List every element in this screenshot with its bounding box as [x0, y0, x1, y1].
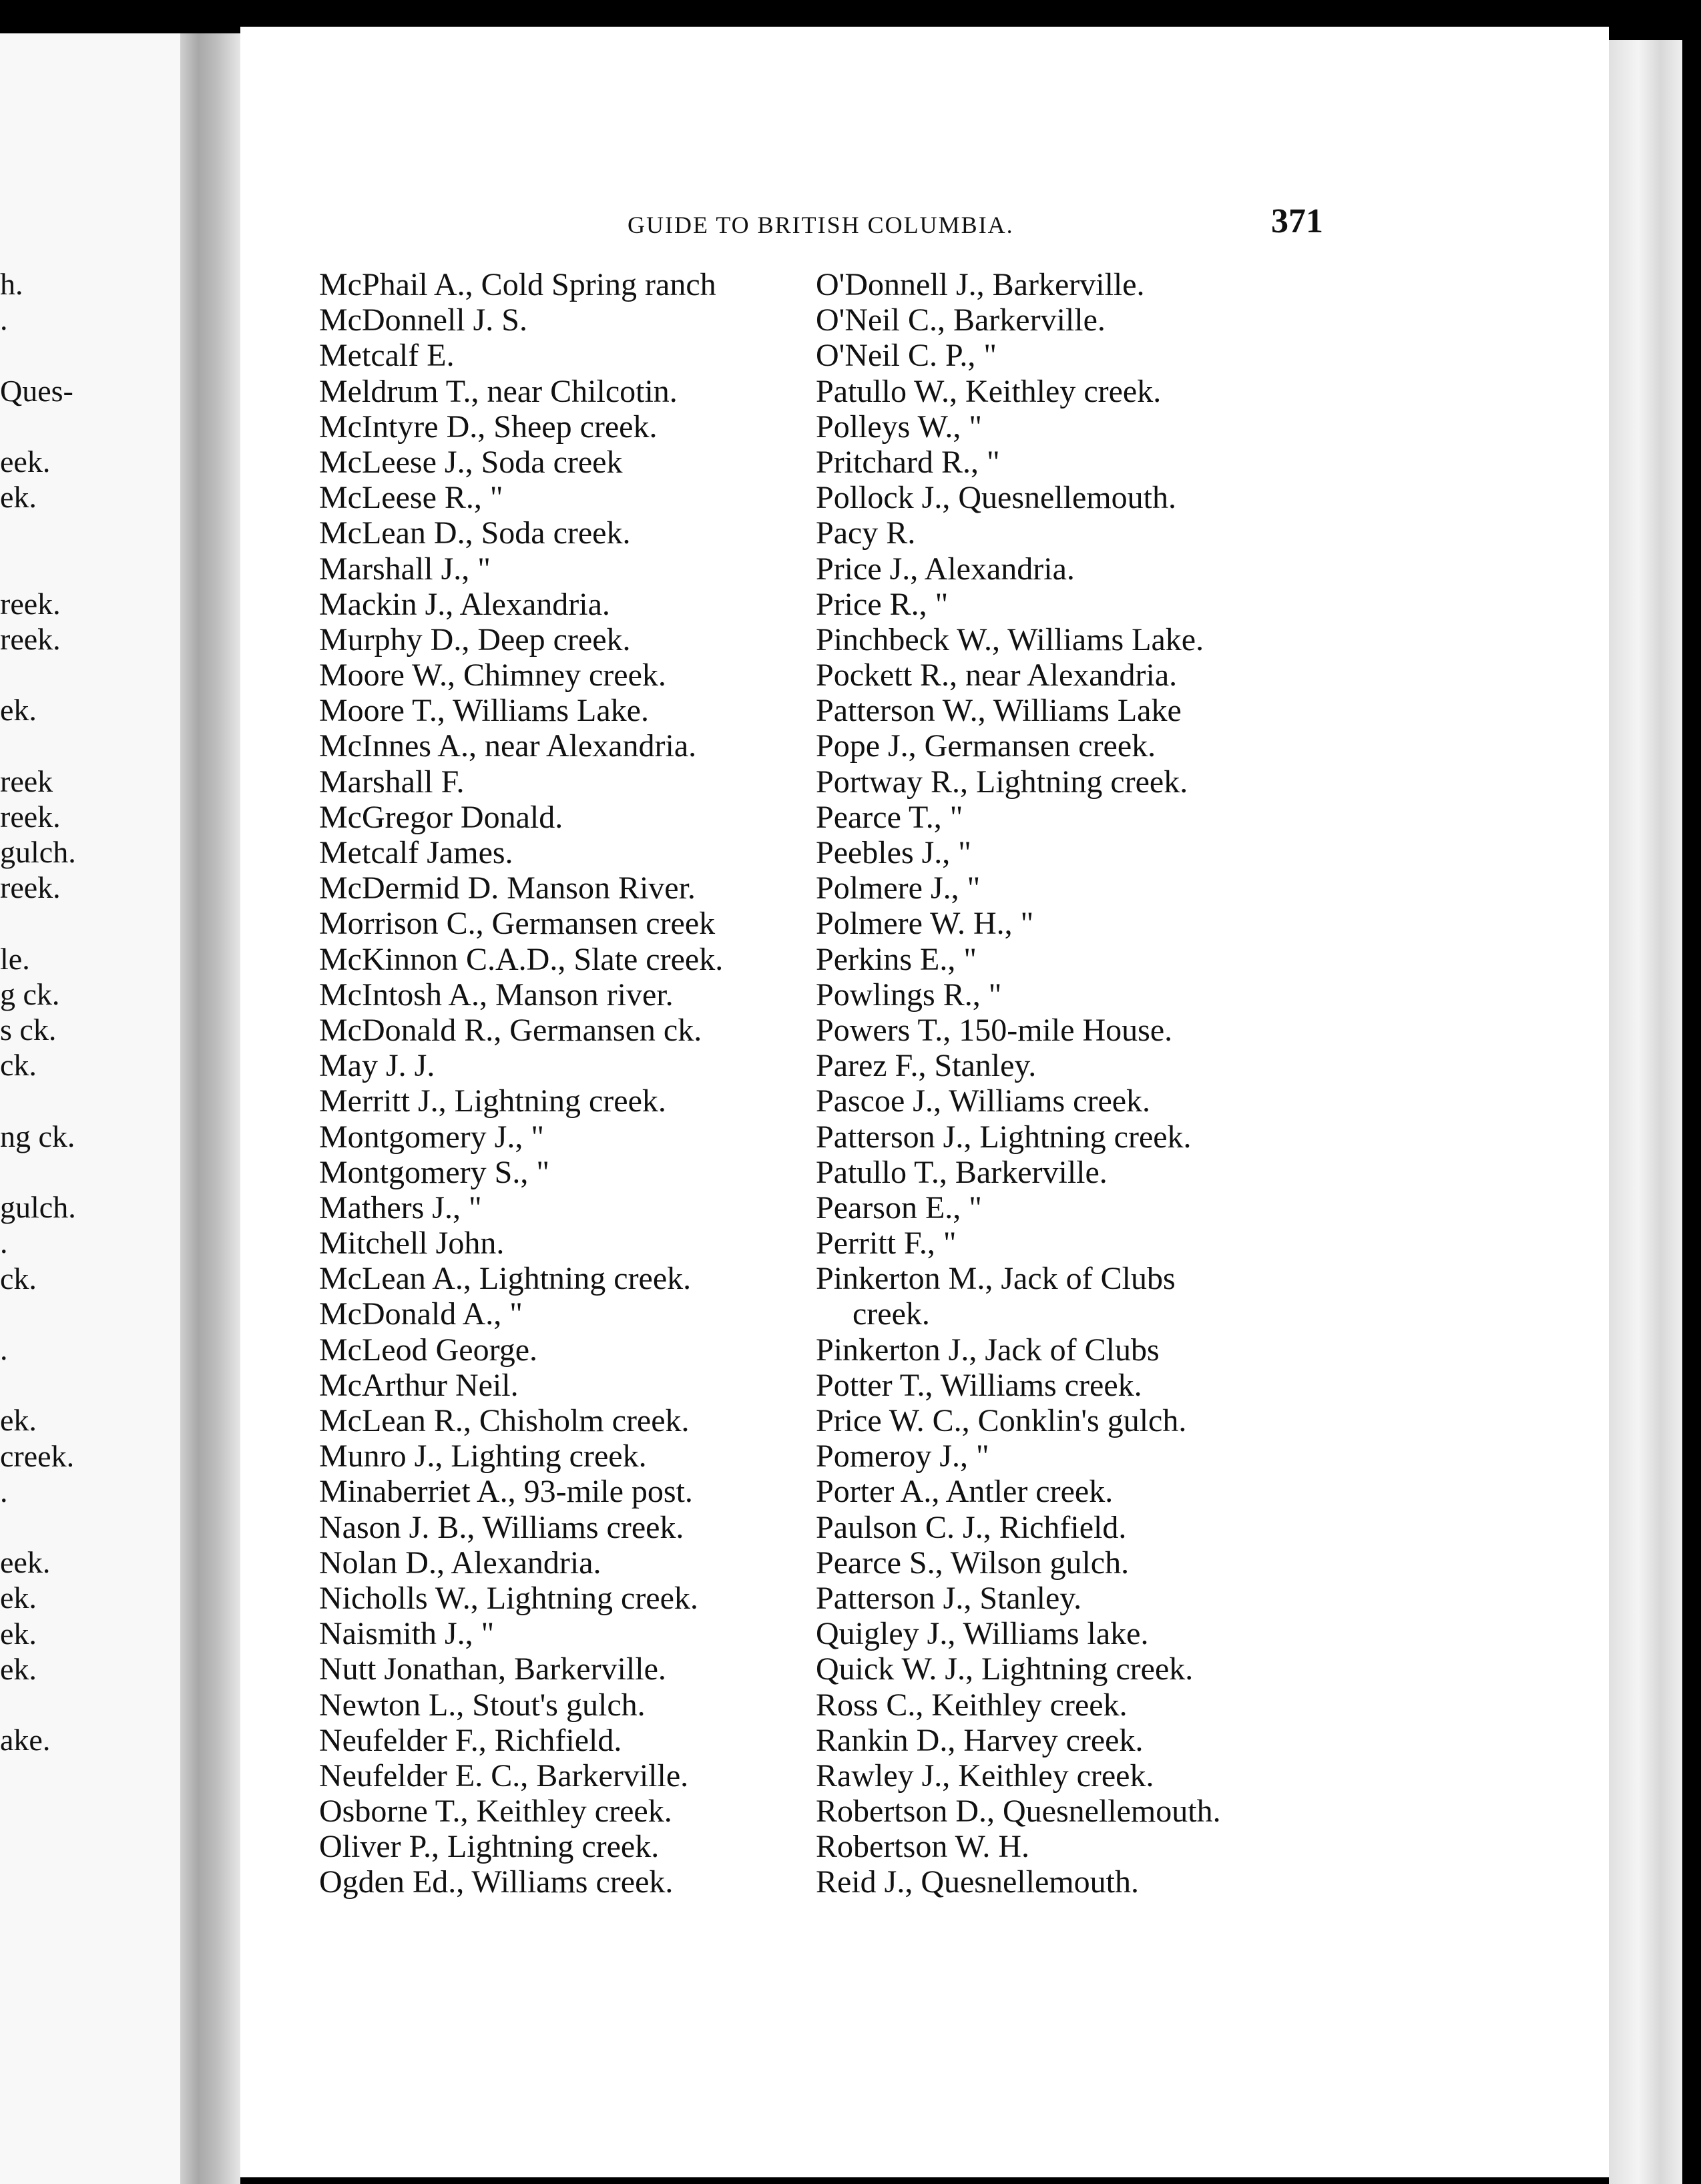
- directory-entry: Powlings R., ": [816, 977, 1002, 1013]
- directory-entry: Nolan D., Alexandria.: [319, 1545, 601, 1581]
- directory-entry: Munro J., Lighting creek.: [319, 1438, 647, 1474]
- left-page-fragment: creek.: [0, 1438, 75, 1473]
- left-page-fragment: reek.: [0, 586, 61, 621]
- directory-entry: McInnes A., near Alexandria.: [319, 728, 697, 764]
- directory-entry: McPhail A., Cold Spring ranch: [319, 267, 716, 302]
- directory-entry: Merritt J., Lightning creek.: [319, 1083, 666, 1119]
- directory-entry: Nason J. B., Williams creek.: [319, 1509, 684, 1545]
- directory-entry: Pollock J., Quesnellemouth.: [816, 480, 1176, 516]
- directory-column-left: [319, 267, 826, 1900]
- directory-entry: Mathers J., ": [319, 1189, 482, 1225]
- directory-entry: McDermid D. Manson River.: [319, 870, 696, 906]
- directory-entry: Pinkerton M., Jack of Clubs: [816, 1261, 1176, 1297]
- directory-entry: Marshall F.: [319, 764, 465, 800]
- directory-entry: McLean D., Soda creek.: [319, 515, 631, 551]
- directory-entry: Pascoe J., Williams creek.: [816, 1083, 1151, 1119]
- directory-entry: Moore W., Chimney creek.: [319, 657, 666, 694]
- directory-entry: Parez F., Stanley.: [816, 1048, 1037, 1084]
- left-page-fragment: .: [0, 302, 8, 337]
- directory-entry: Ogden Ed., Williams creek.: [319, 1864, 674, 1900]
- left-page-fragment: h.: [0, 267, 23, 301]
- left-page-fragment: ek.: [0, 1403, 37, 1438]
- directory-entry: O'Donnell J., Barkerville.: [816, 267, 1145, 302]
- directory-entry: Quick W. J., Lightning creek.: [816, 1651, 1194, 1687]
- left-page-fragment: le.: [0, 941, 30, 976]
- directory-entry: McIntosh A., Manson river.: [319, 977, 674, 1013]
- directory-entry: Peebles J., ": [816, 835, 971, 870]
- directory-entry: Nicholls W., Lightning creek.: [319, 1580, 698, 1616]
- directory-entry: Moore T., Williams Lake.: [319, 693, 649, 729]
- directory-entry: McLean R., Chisholm creek.: [319, 1403, 690, 1438]
- directory-entry: Pritchard R., ": [816, 444, 1000, 480]
- left-page-fragment: ek.: [0, 693, 37, 728]
- left-page-fragment: reek.: [0, 870, 61, 905]
- left-page-fragment: ng ck.: [0, 1119, 75, 1153]
- directory-entry: Robertson D., Quesnellemouth.: [816, 1794, 1221, 1830]
- left-page-fragment: ek.: [0, 480, 37, 515]
- directory-entry: Pinchbeck W., Williams Lake.: [816, 621, 1204, 657]
- directory-entry: Reid J., Quesnellemouth.: [816, 1864, 1139, 1900]
- directory-entry: Porter A., Antler creek.: [816, 1474, 1114, 1510]
- directory-entry: Perkins E., ": [816, 941, 977, 977]
- left-page-fragment: reek.: [0, 800, 61, 834]
- left-page-fragment: ek.: [0, 1581, 37, 1615]
- directory-entry: Osborne T., Keithley creek.: [319, 1794, 672, 1830]
- directory-entry: McGregor Donald.: [319, 799, 563, 835]
- directory-entry: Patterson J., Stanley.: [816, 1580, 1082, 1616]
- directory-entry: Pope J., Germansen creek.: [816, 728, 1156, 764]
- directory-entry: McLeese J., Soda creek: [319, 444, 623, 480]
- directory-entry: Pearce S., Wilson gulch.: [816, 1545, 1130, 1581]
- directory-entry: Price W. C., Conklin's gulch.: [816, 1403, 1187, 1438]
- left-page-fragment: eek.: [0, 445, 51, 479]
- directory-entry: Paulson C. J., Richfield.: [816, 1509, 1127, 1545]
- directory-entry: Oliver P., Lightning creek.: [319, 1829, 660, 1865]
- directory-entry: Ross C., Keithley creek.: [816, 1687, 1128, 1723]
- book-gutter: [180, 33, 240, 2184]
- directory-entry: Pacy R.: [816, 515, 916, 551]
- left-page-fragment: ek.: [0, 1651, 37, 1686]
- directory-entry: Minaberriet A., 93-mile post.: [319, 1474, 693, 1510]
- directory-entry: Patterson W., Williams Lake: [816, 693, 1182, 729]
- directory-entry: McLeese R., ": [319, 480, 503, 516]
- directory-entry: Naismith J., ": [319, 1616, 495, 1652]
- directory-entry: McDonald R., Germansen ck.: [319, 1012, 702, 1048]
- directory-entry: Patullo T., Barkerville.: [816, 1154, 1108, 1190]
- left-page-fragment: g ck.: [0, 977, 60, 1011]
- left-page-fragment: gulch.: [0, 835, 76, 870]
- directory-entry: Mackin J., Alexandria.: [319, 586, 610, 622]
- directory-entry: McArthur Neil.: [319, 1367, 519, 1403]
- directory-entry: Perritt F., ": [816, 1225, 957, 1262]
- directory-entry: Neufelder F., Richfield.: [319, 1722, 622, 1758]
- directory-entry: McIntyre D., Sheep creek.: [319, 408, 658, 445]
- directory-entry: Montgomery J., ": [319, 1119, 544, 1155]
- page-number: 371: [1271, 202, 1323, 240]
- page-edge: [1609, 40, 1682, 2184]
- left-page-fragment: ck.: [0, 1048, 37, 1083]
- directory-entry: McDonald A., ": [319, 1296, 523, 1332]
- directory-entry: Neufelder E. C., Barkerville.: [319, 1757, 689, 1794]
- directory-entry: McLean A., Lightning creek.: [319, 1261, 692, 1297]
- directory-entry: Morrison C., Germansen creek: [319, 906, 716, 942]
- directory-entry: Quigley J., Williams lake.: [816, 1616, 1149, 1652]
- directory-entry: Price J., Alexandria.: [816, 551, 1075, 587]
- directory-entry: Metcalf E.: [319, 338, 455, 374]
- left-page: [0, 33, 180, 2184]
- left-page-fragment: .: [0, 1332, 8, 1366]
- directory-entry: Polmere J., ": [816, 870, 981, 906]
- directory-entry: May J. J.: [319, 1048, 435, 1084]
- left-page-text-fragments: [0, 33, 180, 2184]
- running-head: GUIDE TO BRITISH COLUMBIA.: [628, 212, 1014, 238]
- directory-entry: Patullo W., Keithley creek.: [816, 373, 1162, 409]
- directory-entry: Pockett R., near Alexandria.: [816, 657, 1178, 694]
- directory-entry: McDonnell J. S.: [319, 302, 527, 338]
- directory-column-right: [816, 267, 1350, 1900]
- directory-entry: Polleys W., ": [816, 408, 982, 445]
- directory-entry: Pearce T., ": [816, 799, 963, 835]
- directory-entry: O'Neil C., Barkerville.: [816, 302, 1106, 338]
- directory-entry: Powers T., 150-mile House.: [816, 1012, 1173, 1048]
- left-page-fragment: .: [0, 1474, 8, 1509]
- left-page-fragment: reek.: [0, 622, 61, 656]
- directory-entry: Meldrum T., near Chilcotin.: [319, 373, 678, 409]
- directory-entry: Potter T., Williams creek.: [816, 1367, 1142, 1403]
- directory-entry: Nutt Jonathan, Barkerville.: [319, 1651, 666, 1687]
- directory-entry: Pinkerton J., Jack of Clubs: [816, 1332, 1160, 1368]
- directory-entry: Pearson E., ": [816, 1189, 982, 1225]
- directory-entry-continuation: creek.: [853, 1296, 930, 1332]
- directory-entry: Portway R., Lightning creek.: [816, 764, 1188, 800]
- left-page-fragment: s ck.: [0, 1013, 57, 1047]
- directory-entry: O'Neil C. P., ": [816, 338, 997, 374]
- directory-entry: McKinnon C.A.D., Slate creek.: [319, 941, 724, 977]
- directory-entry: Montgomery S., ": [319, 1154, 549, 1190]
- left-page-fragment: Ques-: [0, 373, 73, 408]
- directory-entry: Marshall J., ": [319, 551, 491, 587]
- left-page-fragment: gulch.: [0, 1190, 76, 1225]
- directory-entry: Metcalf James.: [319, 835, 513, 870]
- left-page-fragment: ck.: [0, 1261, 37, 1296]
- directory-entry: Polmere W. H., ": [816, 906, 1034, 942]
- left-page-fragment: .: [0, 1225, 8, 1260]
- left-page-fragment: ek.: [0, 1616, 37, 1651]
- directory-entry: Murphy D., Deep creek.: [319, 621, 631, 657]
- directory-entry: Patterson J., Lightning creek.: [816, 1119, 1192, 1155]
- left-page-fragment: ake.: [0, 1723, 51, 1757]
- directory-entry: Pomeroy J., ": [816, 1438, 989, 1474]
- directory-entry: Price R., ": [816, 586, 949, 622]
- directory-entry: McLeod George.: [319, 1332, 537, 1368]
- directory-entry: Mitchell John.: [319, 1225, 505, 1262]
- directory-entry: Rawley J., Keithley creek.: [816, 1757, 1154, 1794]
- directory-entry: Rankin D., Harvey creek.: [816, 1722, 1144, 1758]
- directory-entry: Robertson W. H.: [816, 1829, 1030, 1865]
- left-page-fragment: reek: [0, 764, 53, 798]
- left-page-fragment: eek.: [0, 1545, 51, 1580]
- directory-entry: Newton L., Stout's gulch.: [319, 1687, 646, 1723]
